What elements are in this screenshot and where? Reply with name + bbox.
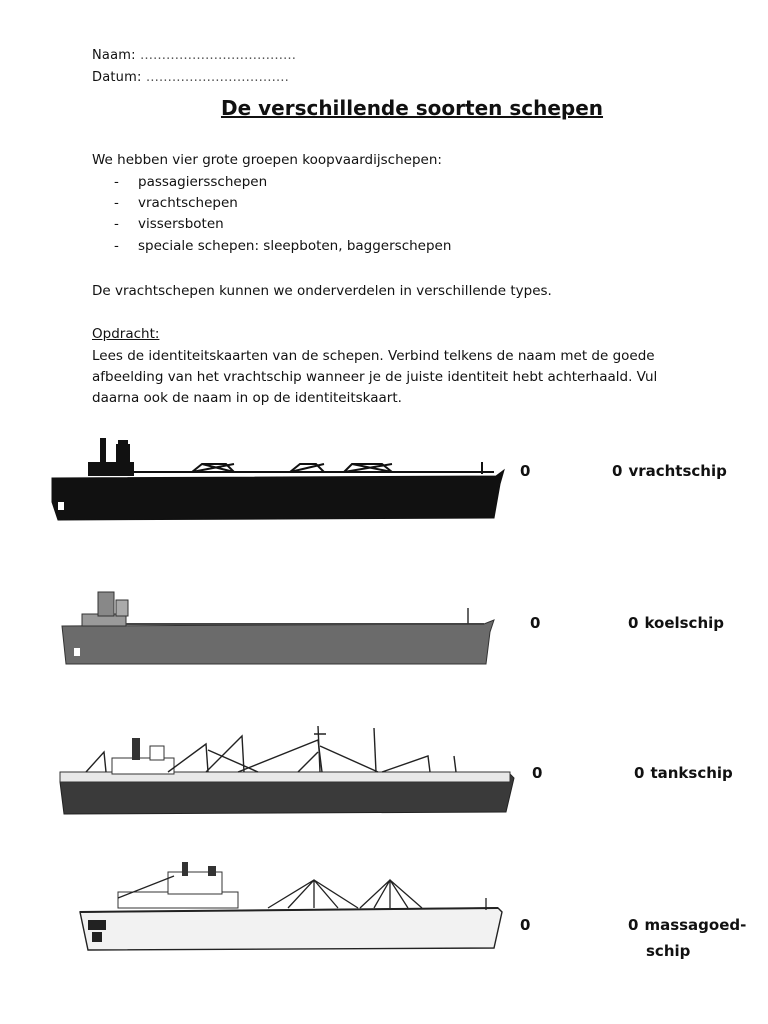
option-label: vrachtschip — [628, 462, 727, 480]
assignment-line: afbeelding van het vrachtschip wanneer je de juiste identiteit hebt achterhaald. Vul — [92, 369, 658, 385]
assignment-heading: Opdracht: — [92, 326, 160, 342]
bullet: - — [114, 216, 119, 232]
ship-illustration-3 — [58, 722, 518, 816]
match-circle-2[interactable]: 0 — [530, 614, 541, 632]
name-dots: ……………………………… — [140, 48, 297, 63]
assignment-line: Lees de identiteitskaarten van de schepen. Verbind telkens de naam met de goede — [92, 348, 655, 364]
intro-text: We hebben vier grote groepen koopvaardijschepen: — [92, 152, 442, 168]
list-item — [114, 238, 451, 254]
list-item-label: passagiersschepen — [138, 174, 268, 190]
option-marker: 0 — [612, 462, 623, 480]
ship-option-1[interactable] — [612, 462, 727, 480]
date-dots: …………………………… — [145, 70, 289, 85]
list-item-label: vrachtschepen — [138, 195, 238, 211]
date-field — [92, 70, 289, 85]
subdivide-text: De vrachtschepen kunnen we onderverdelen in verschillende types. — [92, 283, 552, 299]
option-marker: 0 — [628, 614, 639, 632]
ship-window — [58, 502, 64, 510]
ship-option-4[interactable] — [628, 916, 746, 934]
list-item-label: speciale schepen: sleepboten, baggerschepen — [138, 238, 452, 254]
ship-illustration-4 — [78, 858, 508, 954]
option-marker: 0 — [628, 916, 639, 934]
match-circle-1[interactable]: 0 — [520, 462, 531, 480]
match-circle-3[interactable]: 0 — [532, 764, 543, 782]
bullet: - — [114, 174, 119, 190]
date-label: Datum: — [92, 70, 142, 85]
option-label: tankschip — [650, 764, 733, 782]
ship-option-3[interactable] — [634, 764, 733, 782]
list-item — [114, 216, 224, 232]
list-item — [114, 195, 238, 211]
bullet: - — [114, 238, 119, 254]
name-field — [92, 48, 296, 63]
option-label: koelschip — [644, 614, 725, 632]
option-label: massagoed- — [644, 916, 747, 934]
assignment-line: daarna ook de naam in op de identiteitskaart. — [92, 390, 402, 406]
list-item — [114, 174, 267, 190]
ship-option-4-line2: schip — [646, 942, 691, 960]
match-circle-4[interactable]: 0 — [520, 916, 531, 934]
ship-illustration-1 — [48, 432, 508, 524]
page-title: De verschillende soorten schepen — [220, 96, 604, 120]
ship-option-2[interactable] — [628, 614, 724, 632]
option-marker: 0 — [634, 764, 645, 782]
list-item-label: vissersboten — [138, 216, 224, 232]
name-label: Naam: — [92, 48, 136, 63]
bullet: - — [114, 195, 119, 211]
ship-illustration-2 — [60, 588, 500, 668]
